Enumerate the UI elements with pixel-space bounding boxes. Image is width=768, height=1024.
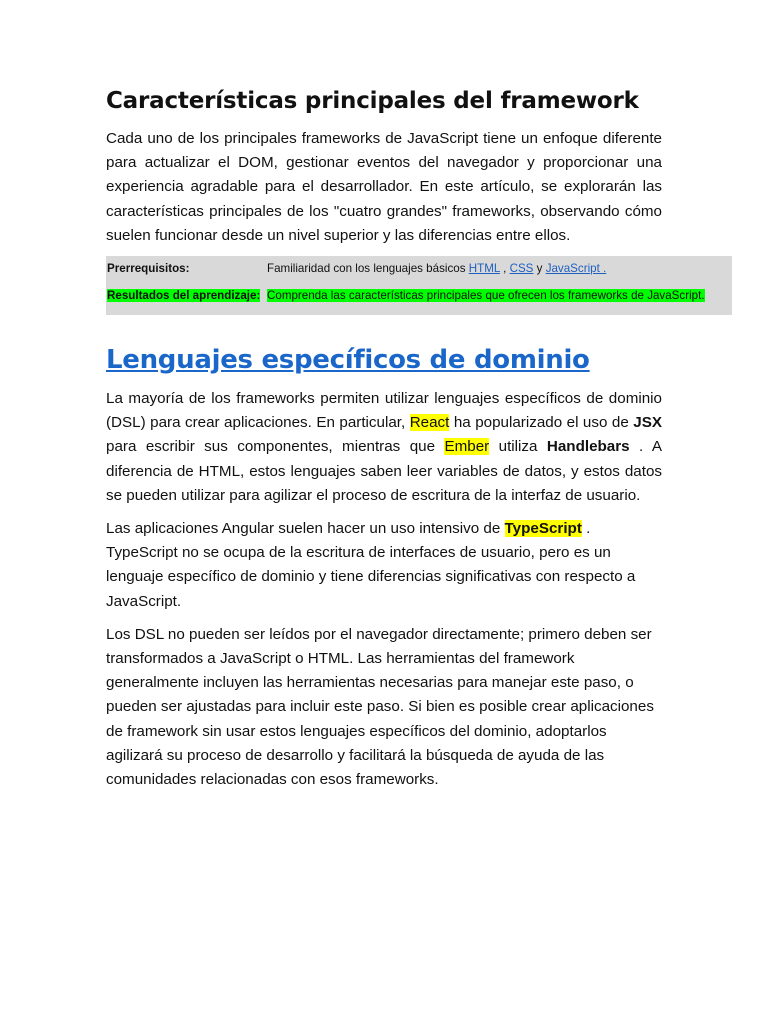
- prereq-cell: [267, 256, 732, 287]
- outcome-cell: [267, 287, 732, 315]
- separator-comma: ,: [503, 262, 507, 276]
- page-title: Características principales del framework: [106, 88, 639, 114]
- dsl-paragraph-3: Los DSL no pueden ser leídos por el navegador directamente; primero deben ser transformados a JavaScript o HTML. Las herramientas del framework generalmente incluyen las herramientas necesarias para manejar este paso, o pueden ser ajustadas para incluir este paso. Si bien es posible crear aplicaciones de framework sin usar estos lenguajes específicos del dominio, adoptarlos agilizará su proceso de desarrollo y facilitará la búsqueda de ayuda de las comunidades relacionadas con esos frameworks.: [106, 625, 654, 789]
- html-link[interactable]: HTML: [468, 262, 500, 276]
- css-link[interactable]: CSS: [509, 262, 534, 276]
- table-row: [106, 256, 732, 287]
- ember-highlight: Ember: [444, 438, 490, 456]
- intro-paragraph: Cada uno de los principales frameworks de JavaScript tiene un enfoque diferente para actualizar el DOM, gestionar eventos del navegador y proporcionar una experiencia agradable para el desarrollador. En este artículo, se explorarán las características principales de los "cuatro grandes" frameworks, observando cómo suelen funcionar desde un nivel superior y las diferencias entre ellos.: [106, 130, 662, 244]
- typescript-highlight: TypeScript: [504, 520, 582, 538]
- dsl-paragraph-2: Las aplicaciones Angular suelen hacer un uso intensivo de TypeScript . TypeScript no se ocupa de la escritura de interfaces de usuario, pero es un lenguaje específico de dominio y tiene diferencias significativas con respecto a JavaScript.: [106, 520, 636, 610]
- table-row: [106, 287, 732, 315]
- outcome-label-cell: [106, 287, 267, 315]
- handlebars-term: Handlebars: [546, 438, 630, 456]
- react-highlight: React: [409, 414, 450, 432]
- prereq-label: Prerrequisitos:: [107, 262, 190, 276]
- separator-y: y: [536, 262, 543, 276]
- info-table: [106, 256, 732, 315]
- outcome-text: Comprenda las características principales que ofrecen los frameworks de JavaScript.: [267, 289, 705, 303]
- document-page: [106, 88, 705, 792]
- jsx-term: JSX: [633, 414, 662, 432]
- section-heading-link[interactable]: Lenguajes específicos de dominio: [106, 345, 590, 376]
- javascript-link[interactable]: JavaScript .: [545, 262, 607, 276]
- dsl-paragraph-1: La mayoría de los frameworks permiten utilizar lenguajes específicos de dominio (DSL) para crear aplicaciones. En particular, React ha popularizado el uso de JSX para escribir sus componentes, mientras que Ember utiliza Handlebars . A diferencia de HTML, estos lenguajes saben leer variables de datos, y estos datos se pueden utilizar para agilizar el proceso de escritura de la interfaz de usuario.: [106, 390, 662, 504]
- outcome-label: Resultados del aprendizaje:: [107, 289, 261, 303]
- prereq-text: Familiaridad con los lenguajes básicos: [267, 262, 466, 276]
